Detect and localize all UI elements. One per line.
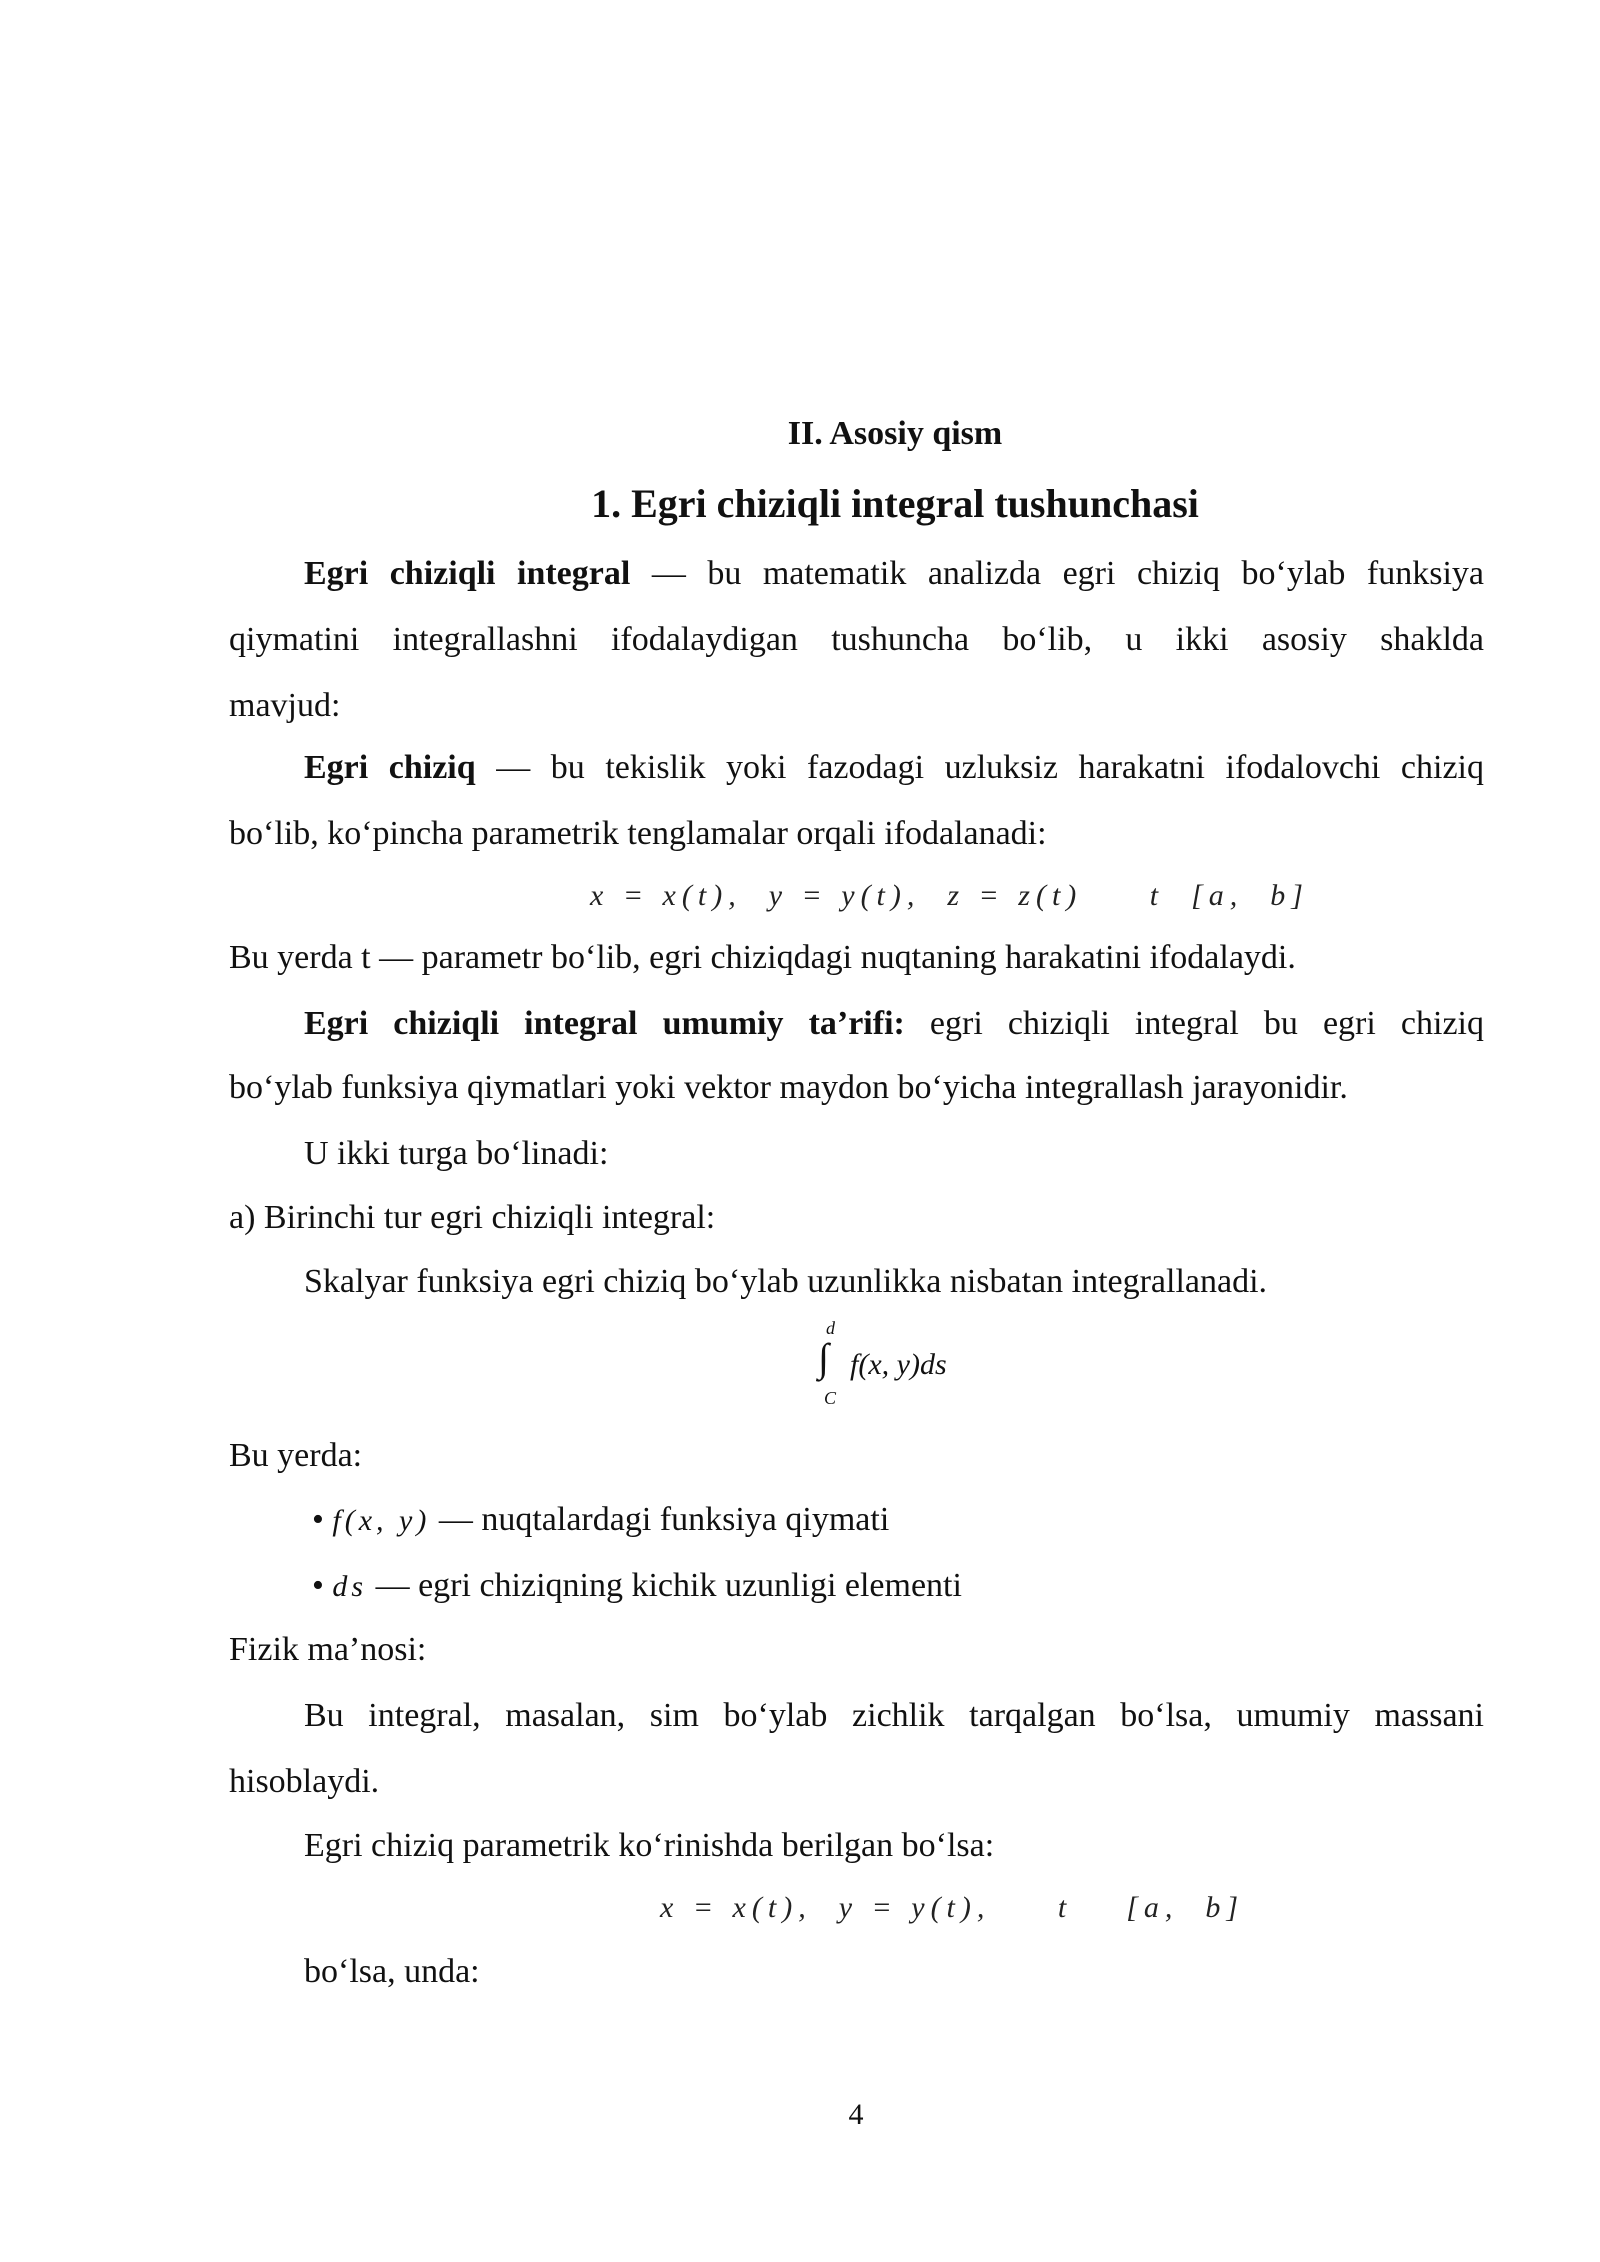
page-number: 4: [848, 2098, 864, 2131]
term-bold: Egri chiziqli integral: [304, 555, 631, 592]
bullet-math: f(x, y): [332, 1504, 431, 1537]
paragraph-text: — bu tekislik yoki fazodagi uzluksiz harakatni ifodalovchi chiziq: [475, 749, 1484, 786]
section-title: II. Asosiy qism: [787, 415, 1003, 452]
paragraph-line: bo‘lib, ko‘pincha parametrik tenglamalar orqali ifodalanadi:: [229, 815, 1047, 852]
subsection-title: 1. Egri chiziqli integral tushunchasi: [591, 481, 1199, 526]
integral-integrand: f(x, y)ds: [850, 1348, 947, 1381]
line-integral-formula: [810, 1318, 990, 1418]
bullet-text: — egri chiziqning kichik uzunligi elementi: [367, 1567, 962, 1604]
paragraph-line: Skalyar funksiya egri chiziq bo‘ylab uzunlikka nisbatan integrallanadi.: [304, 1263, 1268, 1300]
integral-upper-limit: d: [826, 1318, 835, 1338]
bullet-text: — nuqtalardagi funksiya qiymati: [438, 1501, 890, 1538]
paragraph-line: hisoblaydi.: [229, 1763, 380, 1800]
paragraph-line: Egri chiziq parametrik ko‘rinishda berilgan bo‘lsa:: [304, 1827, 995, 1864]
parametric-formula-xyz: x = x(t), y = y(t), z = z(t) t [a, b]: [590, 879, 1309, 912]
bullet-mark: •: [312, 1567, 324, 1604]
paragraph-text: — bu matematik analizda egri chiziq bo‘ylab funksiya: [630, 555, 1484, 592]
term-bold: Egri chiziqli integral umumiy ta’rifi:: [304, 1005, 905, 1042]
paragraph-line: [304, 748, 1484, 788]
integral-lower-limit: C: [824, 1388, 837, 1408]
list-item: [312, 1500, 889, 1541]
parametric-formula-xy: x = x(t), y = y(t), t [a, b]: [660, 1891, 1245, 1924]
paragraph-line: Bu yerda:: [229, 1437, 363, 1474]
term-bold: Egri chiziq: [304, 749, 476, 786]
bullet-mark: •: [312, 1501, 324, 1538]
paragraph-line: qiymatini integrallashni ifodalaydigan tushuncha bo‘lib, u ikki asosiy shaklda: [229, 621, 1484, 658]
list-item: [312, 1566, 962, 1607]
paragraph-text: egri chiziqli integral bu egri chiziq: [904, 1005, 1484, 1042]
paragraph-line: bo‘ylab funksiya qiymatlari yoki vektor maydon bo‘yicha integrallash jarayonidir.: [229, 1069, 1348, 1106]
paragraph-line: bo‘lsa, unda:: [304, 1953, 480, 1990]
bullet-math: ds: [332, 1570, 368, 1603]
paragraph-line: a) Birinchi tur egri chiziqli integral:: [229, 1199, 716, 1236]
paragraph-line: [304, 1004, 1484, 1044]
integral-sign: ∫: [818, 1335, 829, 1380]
paragraph-line: Fizik ma’nosi:: [229, 1631, 427, 1668]
paragraph-line: Bu yerda t — parametr bo‘lib, egri chiziqdagi nuqtaning harakatini ifodalaydi.: [229, 939, 1296, 976]
paragraph-line: Bu integral, masalan, sim bo‘ylab zichlik tarqalgan bo‘lsa, umumiy massani: [304, 1697, 1484, 1734]
paragraph-line: mavjud:: [229, 687, 341, 724]
paragraph-line: [304, 554, 1484, 594]
paragraph-line: U ikki turga bo‘linadi:: [304, 1135, 609, 1172]
